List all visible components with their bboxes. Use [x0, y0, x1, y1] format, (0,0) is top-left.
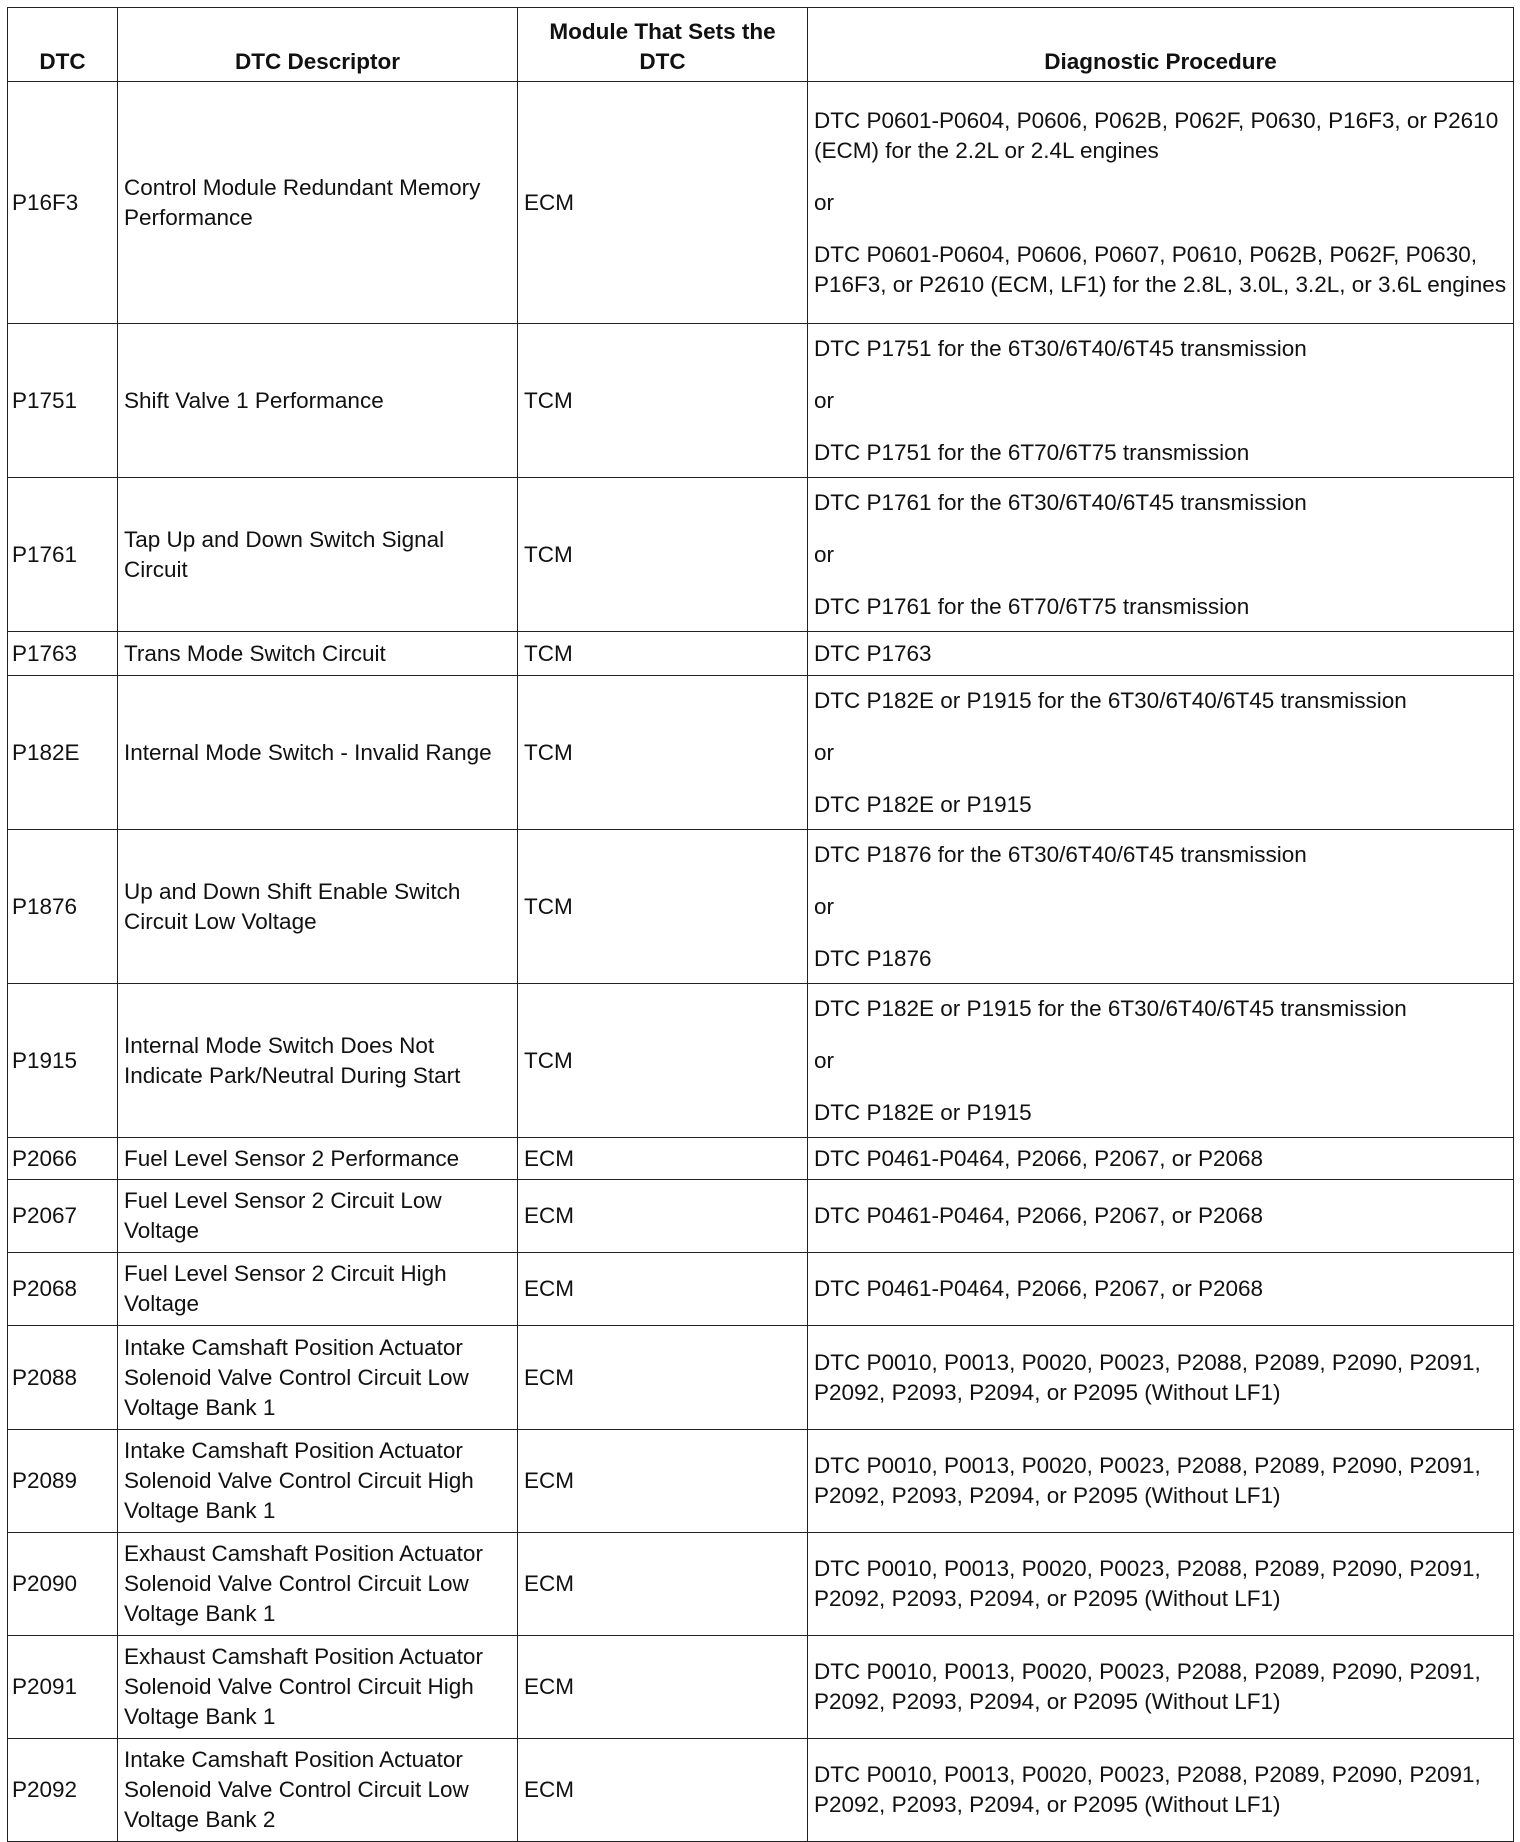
table-row — [8, 984, 1514, 1138]
dtc-descriptor-cell: Intake Camshaft Position Actuator Solenoid Valve Control Circuit High Voltage Bank 1 — [118, 1430, 518, 1533]
procedure-cell — [808, 1636, 1514, 1739]
module-cell: TCM — [518, 632, 808, 676]
procedure-line: DTC P0601-P0604, P0606, P062B, P062F, P0630, P16F3, or P2610 (ECM) for the 2.2L or 2.4L engines — [814, 107, 1499, 163]
dtc-descriptor-cell: Fuel Level Sensor 2 Performance — [118, 1138, 518, 1180]
dtc-descriptor-cell: Exhaust Camshaft Position Actuator Solenoid Valve Control Circuit High Voltage Bank 1 — [118, 1636, 518, 1739]
procedure-line: or — [814, 189, 835, 215]
module-cell: ECM — [518, 1636, 808, 1739]
dtc-code-cell: P2092 — [8, 1739, 118, 1842]
table-row — [8, 1739, 1514, 1842]
procedure-line: DTC P1761 for the 6T30/6T40/6T45 transmission — [814, 489, 1307, 515]
procedure-line: DTC P0601-P0604, P0606, P0607, P0610, P062B, P062F, P0630, P16F3, or P2610 (ECM, LF1) for the 2.8L, 3.0L, 3.2L, or 3.6L engines — [814, 241, 1507, 297]
module-cell: TCM — [518, 324, 808, 478]
dtc-code-cell: P182E — [8, 676, 118, 830]
dtc-descriptor-cell: Intake Camshaft Position Actuator Solenoid Valve Control Circuit Low Voltage Bank 1 — [118, 1326, 518, 1430]
procedure-line: DTC P1876 for the 6T30/6T40/6T45 transmission — [814, 841, 1307, 867]
procedure-line: or — [814, 893, 835, 919]
procedure-line: DTC P1751 for the 6T70/6T75 transmission — [814, 439, 1250, 465]
module-cell: ECM — [518, 1533, 808, 1636]
dtc-descriptor-cell: Up and Down Shift Enable Switch Circuit Low Voltage — [118, 830, 518, 984]
dtc-code-cell: P1761 — [8, 478, 118, 632]
dtc-code-cell: P1876 — [8, 830, 118, 984]
procedure-cell — [808, 1138, 1514, 1180]
procedure-line: DTC P0461-P0464, P2066, P2067, or P2068 — [814, 1145, 1264, 1171]
procedure-cell — [808, 1180, 1514, 1253]
module-cell: TCM — [518, 984, 808, 1138]
dtc-code-cell: P2068 — [8, 1253, 118, 1326]
table-row — [8, 1180, 1514, 1253]
procedure-line: or — [814, 1047, 835, 1073]
dtc-descriptor-cell: Internal Mode Switch - Invalid Range — [118, 676, 518, 830]
module-cell: ECM — [518, 1739, 808, 1842]
procedure-cell — [808, 1739, 1514, 1842]
dtc-code-cell: P2067 — [8, 1180, 118, 1253]
procedure-line: DTC P0010, P0013, P0020, P0023, P2088, P2089, P2090, P2091, P2092, P2093, P2094, or P2095 (Without LF1) — [814, 1556, 1481, 1611]
dtc-descriptor-cell: Fuel Level Sensor 2 Circuit Low Voltage — [118, 1180, 518, 1253]
dtc-code-cell: P1751 — [8, 324, 118, 478]
module-cell: TCM — [518, 830, 808, 984]
procedure-cell — [808, 82, 1514, 324]
module-cell: ECM — [518, 1138, 808, 1180]
table-row — [8, 478, 1514, 632]
procedure-line: DTC P0461-P0464, P2066, P2067, or P2068 — [814, 1276, 1264, 1301]
dtc-code-cell: P16F3 — [8, 82, 118, 324]
header-dtc: DTC — [8, 8, 118, 82]
procedure-cell — [808, 676, 1514, 830]
procedure-line: or — [814, 739, 835, 765]
module-cell: ECM — [518, 1326, 808, 1430]
procedure-line: DTC P182E or P1915 — [814, 1099, 1032, 1125]
procedure-cell — [808, 1253, 1514, 1326]
table-row — [8, 632, 1514, 676]
procedure-line: DTC P0461-P0464, P2066, P2067, or P2068 — [814, 1203, 1264, 1228]
header-row — [8, 8, 1514, 82]
module-cell: TCM — [518, 478, 808, 632]
procedure-line: DTC P1751 for the 6T30/6T40/6T45 transmission — [814, 335, 1307, 361]
table-row — [8, 1430, 1514, 1533]
procedure-cell — [808, 632, 1514, 676]
table-row — [8, 1326, 1514, 1430]
table-row — [8, 324, 1514, 478]
procedure-cell — [808, 830, 1514, 984]
procedure-line: DTC P182E or P1915 — [814, 791, 1032, 817]
procedure-cell — [808, 1533, 1514, 1636]
table-row — [8, 82, 1514, 324]
dtc-code-cell: P2091 — [8, 1636, 118, 1739]
table-row — [8, 1138, 1514, 1180]
dtc-descriptor-cell: Exhaust Camshaft Position Actuator Solenoid Valve Control Circuit Low Voltage Bank 1 — [118, 1533, 518, 1636]
table-row — [8, 1253, 1514, 1326]
table-row — [8, 676, 1514, 830]
procedure-line: or — [814, 541, 835, 567]
dtc-code-cell: P2089 — [8, 1430, 118, 1533]
header-procedure: Diagnostic Procedure — [808, 8, 1514, 82]
dtc-code-cell: P1763 — [8, 632, 118, 676]
procedure-line: DTC P0010, P0013, P0020, P0023, P2088, P2089, P2090, P2091, P2092, P2093, P2094, or P2095 (Without LF1) — [814, 1762, 1481, 1817]
procedure-line: DTC P182E or P1915 for the 6T30/6T40/6T45 transmission — [814, 995, 1407, 1021]
table-row — [8, 830, 1514, 984]
table-row — [8, 1533, 1514, 1636]
header-descriptor: DTC Descriptor — [118, 8, 518, 82]
procedure-cell — [808, 1326, 1514, 1430]
procedure-cell — [808, 1430, 1514, 1533]
dtc-code-cell: P2066 — [8, 1138, 118, 1180]
module-cell: TCM — [518, 676, 808, 830]
procedure-line: DTC P0010, P0013, P0020, P0023, P2088, P2089, P2090, P2091, P2092, P2093, P2094, or P2095 (Without LF1) — [814, 1659, 1481, 1714]
procedure-line: DTC P182E or P1915 for the 6T30/6T40/6T45 transmission — [814, 687, 1407, 713]
table-row — [8, 1636, 1514, 1739]
dtc-code-cell: P2090 — [8, 1533, 118, 1636]
dtc-descriptor-cell: Shift Valve 1 Performance — [118, 324, 518, 478]
dtc-descriptor-cell: Trans Mode Switch Circuit — [118, 632, 518, 676]
dtc-descriptor-cell: Intake Camshaft Position Actuator Solenoid Valve Control Circuit Low Voltage Bank 2 — [118, 1739, 518, 1842]
module-cell: ECM — [518, 1430, 808, 1533]
procedure-line: DTC P0010, P0013, P0020, P0023, P2088, P2089, P2090, P2091, P2092, P2093, P2094, or P2095 (Without LF1) — [814, 1349, 1481, 1405]
header-module: Module That Sets the DTC — [518, 8, 808, 82]
procedure-cell — [808, 324, 1514, 478]
procedure-line: or — [814, 387, 835, 413]
dtc-table — [7, 7, 1514, 1842]
procedure-line: DTC P1763 — [814, 640, 932, 666]
table-body — [8, 82, 1514, 1842]
dtc-code-cell: P2088 — [8, 1326, 118, 1430]
module-cell: ECM — [518, 1180, 808, 1253]
dtc-descriptor-cell: Tap Up and Down Switch Signal Circuit — [118, 478, 518, 632]
dtc-descriptor-cell: Fuel Level Sensor 2 Circuit High Voltage — [118, 1253, 518, 1326]
procedure-cell — [808, 984, 1514, 1138]
procedure-cell — [808, 478, 1514, 632]
procedure-line: DTC P1761 for the 6T70/6T75 transmission — [814, 593, 1250, 619]
module-cell: ECM — [518, 82, 808, 324]
dtc-descriptor-cell: Control Module Redundant Memory Performance — [118, 82, 518, 324]
dtc-code-cell: P1915 — [8, 984, 118, 1138]
procedure-line: DTC P1876 — [814, 945, 932, 971]
dtc-descriptor-cell: Internal Mode Switch Does Not Indicate Park/Neutral During Start — [118, 984, 518, 1138]
procedure-line: DTC P0010, P0013, P0020, P0023, P2088, P2089, P2090, P2091, P2092, P2093, P2094, or P2095 (Without LF1) — [814, 1453, 1481, 1508]
module-cell: ECM — [518, 1253, 808, 1326]
